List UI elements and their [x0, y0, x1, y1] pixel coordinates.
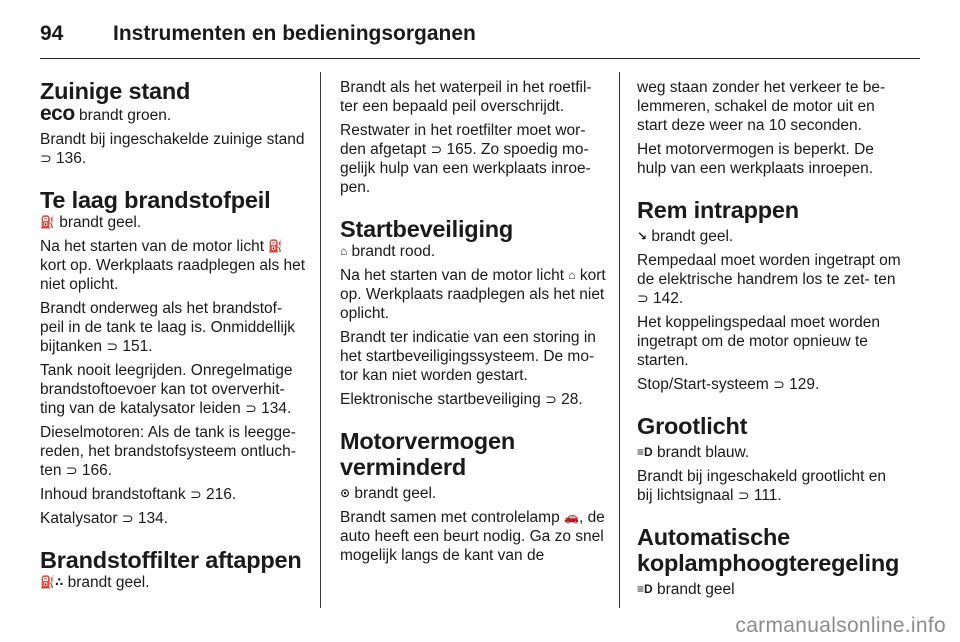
column-divider	[320, 72, 321, 608]
rem-p3: Het koppelingspedaal moet worden ingetrapt om de motor opnieuw te starten.	[637, 314, 880, 369]
rem-p4: Stop/Start-systeem ⊃ 129.	[637, 376, 820, 393]
reference-icon: ⊃	[189, 486, 202, 502]
motor-p4: Het motorvermogen is beperkt. De hulp van een werkplaats inroepen.	[637, 141, 874, 177]
zuinige-p2: Brandt bij ingeschakelde zuinige stand ⊃ 136.	[40, 131, 305, 167]
heading-grootlicht: Grootlicht	[637, 413, 748, 439]
tlaag-p7: Katalysator ⊃ 134.	[40, 510, 169, 527]
filter-p1: ⛽∴ brandt geel.	[40, 574, 150, 591]
heading-te-laag-brandstofpeil: Te laag brandstofpeil	[40, 187, 271, 213]
high-beam-icon: ≡D	[637, 445, 653, 459]
heading-motorvermogen: Motorvermogen verminderd	[340, 428, 515, 480]
service-car-icon: 🚗	[564, 510, 579, 524]
start-p2: Na het starten van de motor licht ⌂ kort op. Werkplaats raadplegen als het niet oplicht.	[340, 267, 606, 322]
zuinige-p1: eco brandt groen.	[40, 102, 172, 125]
column-divider	[619, 72, 620, 608]
reference-icon: ⊃	[121, 510, 134, 526]
tlaag-p3: Brandt onderweg als het brandstof- peil in de tank te laag is. Onmiddellijk bijtanken ⊃ 151.	[40, 300, 296, 355]
reference-icon: ⊃	[637, 290, 649, 306]
reference-icon: ⊃	[430, 141, 443, 157]
heading-brandstoffilter-aftappen: Brandstoffilter aftappen	[40, 547, 302, 573]
start-p1: ⌂ brandt rood.	[340, 243, 436, 260]
page-number: 94	[40, 22, 64, 45]
fuel-icon: ⛽	[40, 215, 55, 229]
heading-automatische-koplamphoogteregeling: Automatische koplamphoogteregeling	[637, 524, 900, 576]
header-rule	[40, 58, 920, 59]
motor-p1: ⊙ brandt geel.	[340, 485, 437, 502]
tlaag-p6: Inhoud brandstoftank ⊃ 216.	[40, 486, 237, 503]
motor-p3: weg staan zonder het verkeer te be- lemmeren, schakel de motor uit en start deze weer na 10 seconden.	[637, 79, 886, 134]
reference-icon: ⊃	[40, 150, 52, 166]
watermark: carmanualsonline.info	[735, 614, 946, 637]
power-reduction-icon: ⊙	[340, 486, 351, 500]
heading-rem-intrappen: Rem intrappen	[637, 197, 799, 223]
immobiliser-icon: ⌂	[340, 244, 348, 258]
rem-p1: ↘ brandt geel.	[637, 228, 734, 245]
groot-p1: ≡D brandt blauw.	[637, 444, 750, 461]
column-3	[637, 78, 903, 604]
auto-p1: ≡D brandt geel	[637, 581, 735, 598]
page-header	[40, 14, 920, 54]
fuel-filter-icon: ⛽∴	[40, 575, 64, 589]
reference-icon: ⊃	[545, 391, 557, 407]
tlaag-p1: ⛽ brandt geel.	[40, 214, 142, 231]
heading-zuinige-stand: Zuinige stand	[40, 78, 191, 104]
motor-p2: Brandt samen met controlelamp 🚗, de auto heeft een beurt nodig. Ga zo snel mogelijk langs de kant van de	[340, 509, 605, 564]
reference-icon: ⊃	[106, 338, 119, 354]
reference-icon: ⊃	[65, 462, 78, 478]
tlaag-p2: Na het starten van de motor licht ⛽ kort op. Werkplaats raadplegen als het niet oplicht.	[40, 238, 306, 293]
reference-icon: ⊃	[737, 487, 750, 503]
start-p3: Brandt ter indicatie van een storing in het startbeveiligingssysteem. De mo- tor kan niet worden gestart.	[340, 329, 596, 384]
immobiliser-icon: ⌂	[568, 268, 576, 282]
page-title: Instrumenten en bedieningsorganen	[113, 22, 476, 45]
heading-startbeveiliging: Startbeveiliging	[340, 216, 514, 242]
fuel-icon: ⛽	[268, 239, 284, 253]
headlight-leveling-icon: ≡D	[637, 582, 653, 596]
brake-pedal-icon: ↘	[637, 229, 648, 243]
groot-p2: Brandt bij ingeschakeld grootlicht en bij lichtsignaal ⊃ 111.	[637, 468, 887, 504]
start-p4: Elektronische startbeveiliging ⊃ 28.	[340, 391, 583, 408]
tlaag-p4: Tank nooit leegrijden. Onregelmatige brandstoftoevoer kan tot oververhit- ting van de katalysator leiden ⊃ 134.	[40, 362, 293, 417]
rem-p2: Rempedaal moet worden ingetrapt om de elektrische handrem los te zet- ten ⊃ 142.	[637, 252, 901, 307]
eco-icon: eco	[40, 102, 75, 125]
filter-p2: Brandt als het waterpeil in het roetfil- ter een bepaald peil overschrijdt.	[340, 79, 592, 115]
column-2	[340, 78, 606, 570]
filter-p3: Restwater in het roetfilter moet wor- den afgetapt ⊃ 165. Zo spoedig mo- gelijk hulp van een werkplaats inroe- pen.	[340, 122, 591, 196]
column-1	[40, 78, 308, 597]
reference-icon: ⊃	[773, 376, 785, 392]
reference-icon: ⊃	[245, 400, 257, 416]
tlaag-p5: Dieselmotoren: Als de tank is leegge- reden, het brandstofsysteem ontluch- ten ⊃ 166.	[40, 424, 296, 479]
